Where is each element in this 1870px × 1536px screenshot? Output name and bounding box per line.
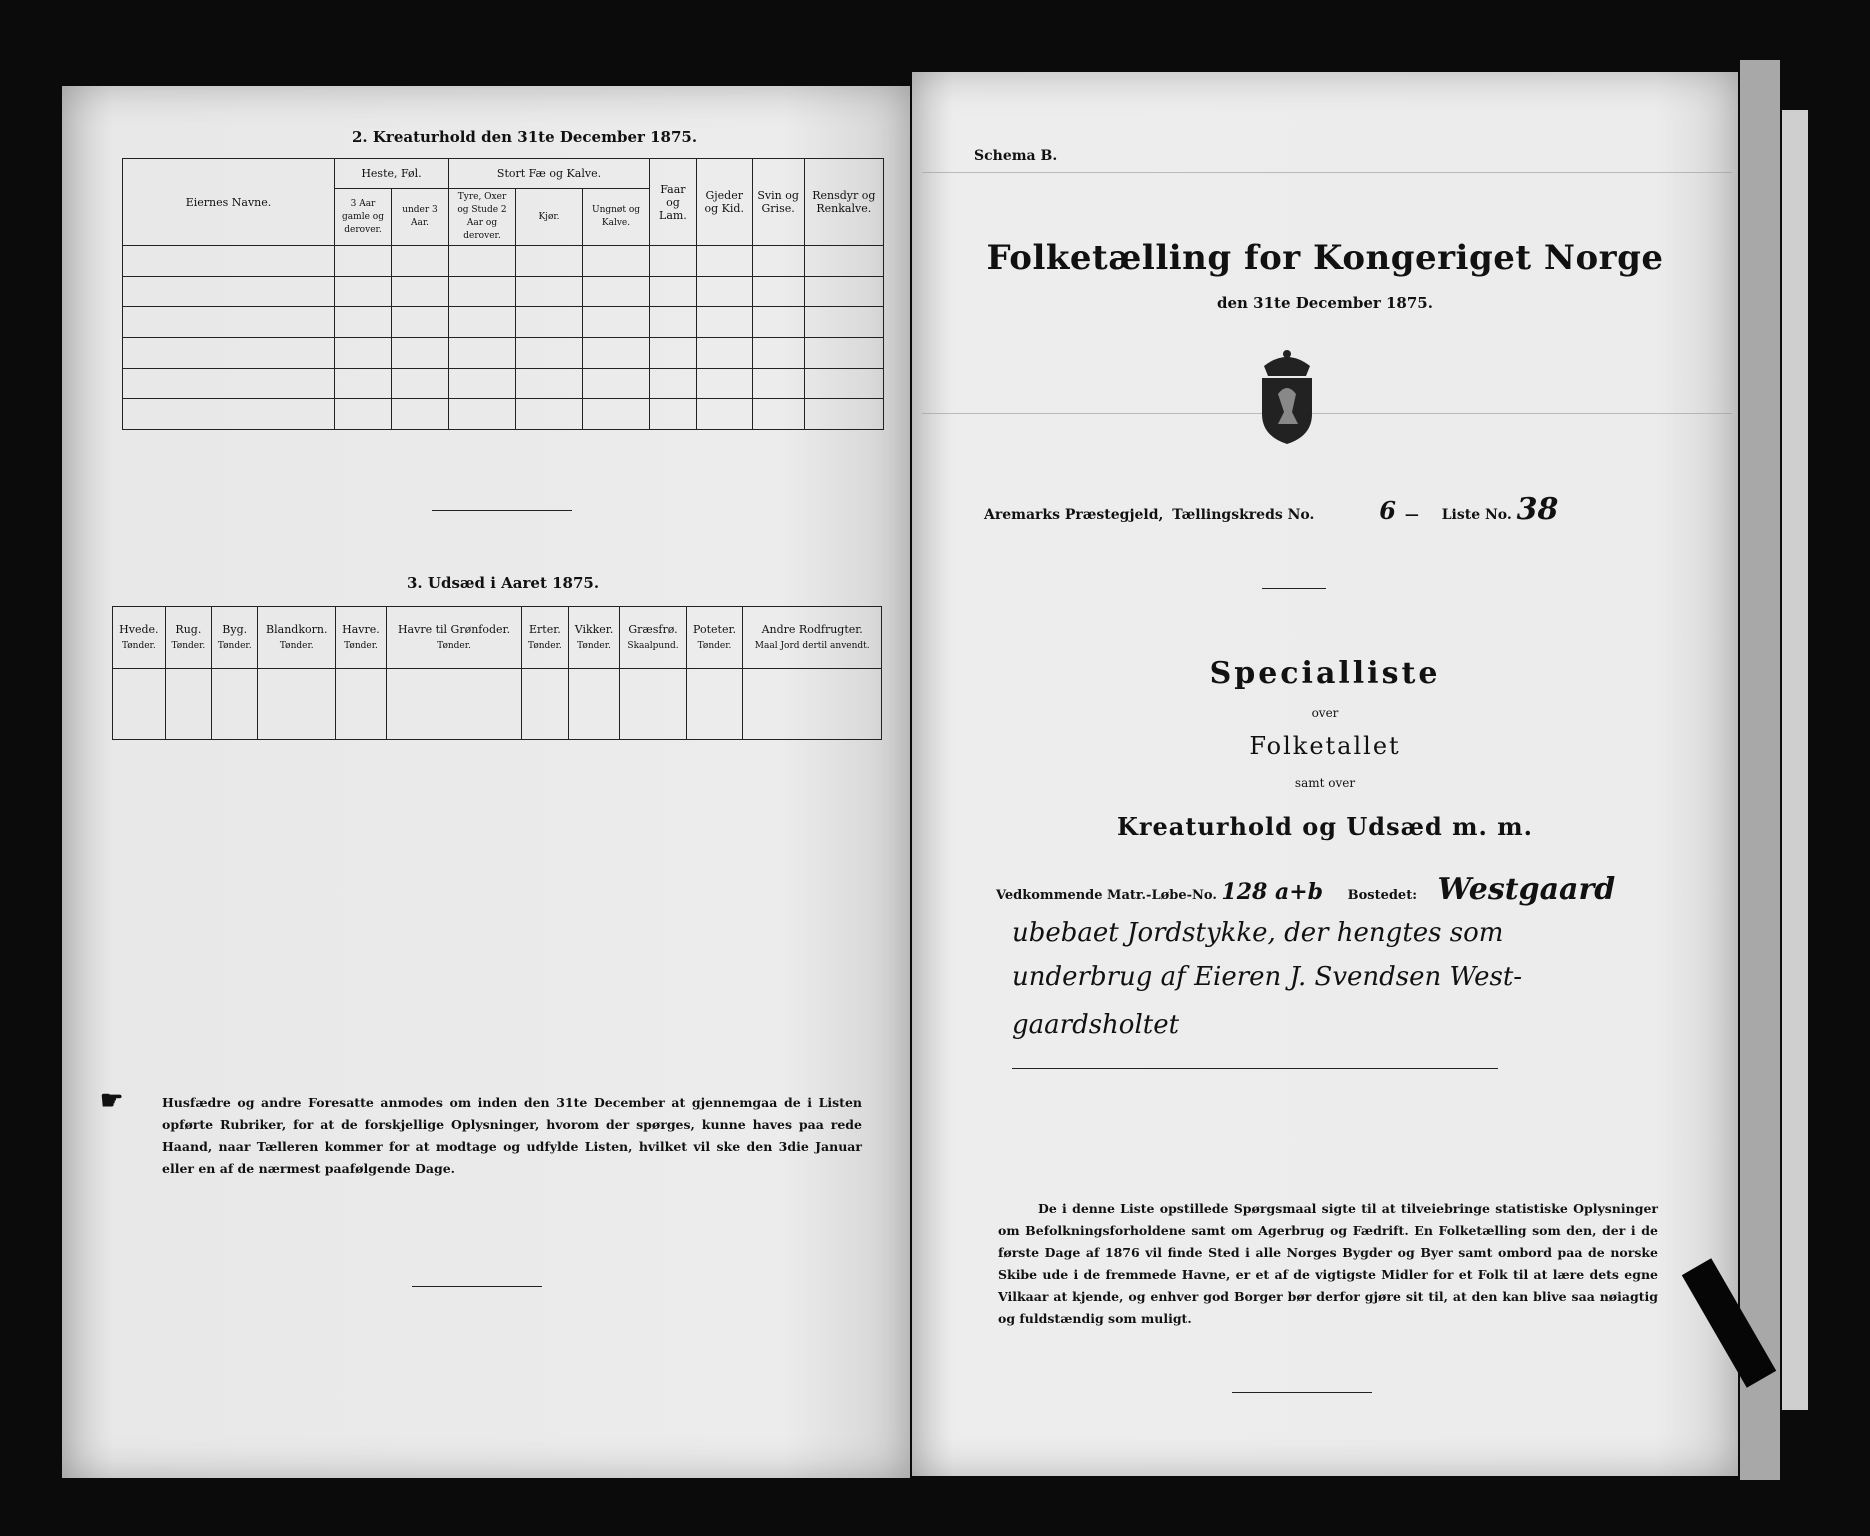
district-label: Tællingskreds No. (1172, 507, 1315, 523)
seed-value-cell (258, 669, 336, 740)
cattle-group-header: Stort Fæ og Kalve. (449, 159, 650, 189)
sheep-column-header: Faar og Lam. (650, 159, 697, 246)
seed-value-cell (212, 669, 258, 740)
table-row (123, 307, 884, 338)
right-page (912, 72, 1738, 1476)
notice-hand-icon: ☛ (100, 1086, 124, 1116)
seed-column-unit: Tønder. (437, 640, 471, 651)
horses-sub-header: under 3 Aar. (392, 189, 449, 246)
bleed-through-table (922, 172, 1732, 414)
seed-column-unit: Skaalpund. (627, 640, 679, 651)
livestock-heading: Kreaturhold og Udsæd m. m. (1117, 812, 1533, 841)
page-edge-stack (1740, 60, 1780, 1480)
seed-column-header (386, 607, 521, 669)
parish-line: Aremarks Præstegjeld, Tællingskreds No. 6 — Liste No. 38 (984, 492, 1559, 527)
seed-value-cell (336, 669, 387, 740)
divider-line (432, 510, 572, 511)
seed-table (112, 606, 882, 740)
seed-column-header (522, 607, 568, 669)
seed-column-unit: Tønder. (171, 640, 206, 651)
seed-column-name: Andre Rodfrugter. (761, 622, 863, 636)
list-label: Liste No. (1441, 507, 1512, 523)
livestock-table (122, 158, 884, 430)
seed-column-name: Vikker. (574, 622, 614, 636)
seed-column-name: Hvede. (119, 622, 159, 636)
divider-line (1232, 1392, 1372, 1393)
divider-line (1262, 588, 1326, 589)
seed-column-unit: Tønder. (577, 640, 611, 651)
handwritten-line: Westgaard (1437, 872, 1616, 907)
matr-number: 128 a+b (1221, 879, 1324, 905)
page-edge-stack (1782, 110, 1808, 1410)
seed-value-cell (568, 669, 620, 740)
handwritten-line: ubebaet Jordstykke, der hengtes som (1012, 918, 1504, 948)
table-row (123, 337, 884, 368)
district-number: 6 (1379, 496, 1396, 525)
seed-value-cell (743, 669, 882, 740)
seed-column-name: Rug. (175, 622, 202, 636)
seed-column-unit: Tønder. (121, 640, 156, 651)
seed-value-cell (686, 669, 743, 740)
goats-column-header: Gjeder og Kid. (696, 159, 752, 246)
samt-over-label: samt over (1294, 776, 1356, 790)
seed-value-cell (386, 669, 521, 740)
handwritten-line: gaardsholtet (1012, 1010, 1180, 1040)
seed-column-name: Havre til Grønfoder. (397, 622, 511, 636)
left-page (62, 86, 910, 1478)
seed-column-header (336, 607, 387, 669)
coat-of-arms-icon (1252, 348, 1322, 446)
table-row (123, 246, 884, 277)
seed-column-name: Poteter. (693, 622, 737, 636)
table-row (123, 399, 884, 430)
matr-line (996, 872, 1615, 907)
seed-column-header (113, 607, 166, 669)
seed-column-unit: Tønder. (217, 640, 252, 651)
seed-column-header (568, 607, 620, 669)
matr-label: Vedkommende Matr.-Løbe-No. (996, 888, 1217, 903)
over-label: over (1311, 706, 1339, 720)
divider-line (412, 1286, 542, 1287)
handwritten-line: underbrug af Eieren J. Svendsen West- (1012, 962, 1523, 992)
purpose-paragraph: De i denne Liste opstillede Spørgsmaal sigte til at tilveiebringe statistiske Oplysninger om Befolkningsforholdene samt om Agerbrug og Fædrift. En Folketælling som den, der i de første Dage af 1876 vil finde Sted i alle Norges Bygder og Byer samt ombord paa de norske Skibe ude i de fremmede Havne, er et af de vigtigste Midler for et Folk til at lære dets egne Vilkaar at kjende, og enhver god Borger bør derfor gjøre sit til, at den kan blive saa nøiagtig og fuldstændig som muligt. (998, 1201, 1658, 1326)
seed-column-unit: Tønder. (279, 640, 314, 651)
horses-group-header: Heste, Føl. (335, 159, 449, 189)
cattle-sub-header: Kjør. (516, 189, 583, 246)
section2-title: 2. Kreaturhold den 31te December 1875. (352, 128, 698, 146)
seed-value-cell (620, 669, 686, 740)
pigs-column-header: Svin og Grise. (752, 159, 804, 246)
seed-column-unit: Tønder. (697, 640, 732, 651)
seed-column-header (212, 607, 258, 669)
population-heading: Folketallet (1249, 732, 1401, 760)
list-number: 38 (1516, 492, 1559, 527)
table-row (123, 276, 884, 307)
seed-column-name: Byg. (222, 622, 248, 636)
owner-column-header: Eiernes Navne. (123, 159, 335, 246)
seed-column-unit: Tønder. (344, 640, 378, 651)
seed-value-cell (165, 669, 211, 740)
seed-column-unit: Maal Jord dertil anvendt. (754, 640, 870, 651)
special-list-title: Specialliste (1209, 656, 1441, 691)
table-row (123, 368, 884, 399)
schema-label: Schema B. (974, 148, 1058, 164)
seed-column-header (743, 607, 882, 669)
seed-column-header (686, 607, 743, 669)
seed-column-name: Blandkorn. (266, 622, 328, 636)
main-subtitle: den 31te December 1875. (1217, 294, 1433, 312)
seed-column-header (258, 607, 336, 669)
section3-title: 3. Udsæd i Aaret 1875. (407, 574, 600, 592)
seed-value-cell (522, 669, 568, 740)
seed-column-header (165, 607, 211, 669)
residence-label: Bostedet: (1347, 888, 1418, 903)
signature-underline (1012, 1068, 1498, 1069)
seed-column-name: Havre. (342, 622, 380, 636)
horses-sub-header: 3 Aar gamle og derover. (335, 189, 392, 246)
seed-column-name: Græsfrø. (628, 622, 678, 636)
seed-value-cell (113, 669, 166, 740)
main-title: Folketælling for Kongeriget Norge (986, 238, 1664, 278)
cattle-sub-header: Tyre, Oxer og Stude 2 Aar og derover. (449, 189, 516, 246)
instructions-notice: Husfædre og andre Foresatte anmodes om inden den 31te December at gjennemgaa de i Listen opførte Rubriker, for at de forskjellige Oplysninger, hvorom der spørges, kunne haves paa rede Haand, naar Tælleren kommer for at modtage og udfylde Listen, hvilket vil ske den 3die Januar eller en af de nærmest paafølgende Dage. (162, 1095, 862, 1176)
cattle-sub-header: Ungnøt og Kalve. (583, 189, 650, 246)
seed-column-header (620, 607, 686, 669)
reindeer-column-header: Rensdyr og Renkalve. (804, 159, 883, 246)
parish-label: Aremarks Præstegjeld, (984, 507, 1164, 523)
seed-column-name: Erter. (529, 622, 561, 636)
seed-column-unit: Tønder. (528, 640, 562, 651)
